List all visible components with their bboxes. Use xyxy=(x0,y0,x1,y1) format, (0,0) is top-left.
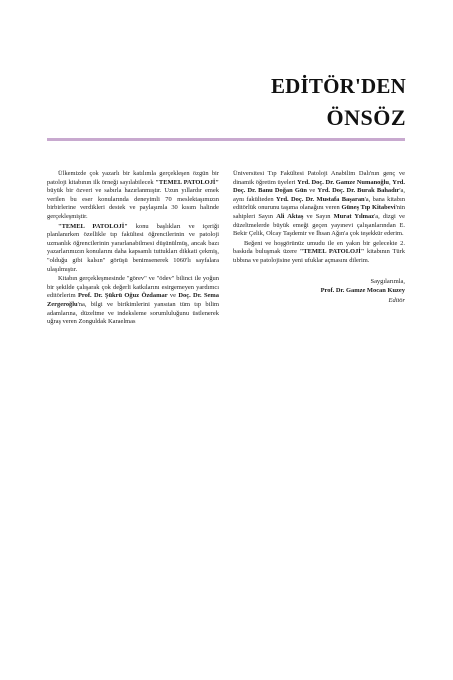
signature-role: Editör xyxy=(388,296,405,304)
text-run: 'nin sahipleri Sayın xyxy=(233,204,405,220)
signature-block xyxy=(233,278,405,306)
title-line-1: EDİTÖR'DEN xyxy=(270,74,406,98)
text-run: kitabının Türk tıbbına ve patolojisine yeni ufuklar açmasını dilerim. xyxy=(233,248,405,264)
page-title xyxy=(271,76,406,129)
title-line-2: ÖNSÖZ xyxy=(326,105,406,130)
text-run: büyük bir özveri ve sabırla hazırlanmıştır. Uzun yıllardır emek verilen bu eser konularında deneyimli 70 meslektaşımızın birbirlerine verdikleri destek ve paylaşımla 30 kısım halinde gerçekleşmiştir. xyxy=(47,187,219,220)
paragraph-thanks-continued xyxy=(233,170,405,239)
text-run: Üniversitesi Tıp Fakültesi Patoloji Anabilim Dalı'nın genç ve dinamik öğretim üyeleri xyxy=(233,170,405,186)
text-run: Ülkemizde çok yazarlı bir katılımla gerçekleşen özgün bir patoloji kitabının ilk örneği sayılabilecek xyxy=(47,170,219,186)
person-name: Murat Yılmaz xyxy=(333,212,375,220)
left-column xyxy=(47,170,219,328)
right-column xyxy=(233,170,405,306)
title-underline-rule xyxy=(47,138,405,141)
text-run: ve Sayın xyxy=(303,212,334,220)
closing-salutation: Saygılarımla, xyxy=(370,277,405,285)
paragraph-thanks xyxy=(47,275,219,327)
text-run: konu başlıkları ve içeriği planlanırken özellikle tıp fakültesi öğrencilerinin ve patoloji uzmanlık öğrencilerinin yararlanabilmesi düşünülmüş, ancak bazı yazarlarımızın konularını daha kapsamlı tuttukları dikkati çekmiş, "olduğu gibi kalsın" görüşü benimsenerek 1060'lı sayfalara ulaşılmıştır. xyxy=(47,222,219,273)
signature-name xyxy=(233,287,405,296)
text-run: Kitabın gerçekleşmesinde "görev" ve "ödev" bilinci ile yoğun bir şekilde çalışarak çok değerli katkılarını esirgemeyen yardımcı editörlerim xyxy=(47,275,219,300)
person-name: Yrd. Doç. Dr. Gamze Numanoğlu xyxy=(297,178,389,186)
text-run: ve xyxy=(307,187,318,195)
text-run: , xyxy=(388,178,393,186)
text-run: 'a, aynı fakülteden xyxy=(233,187,405,203)
text-run: Beğeni ve hoşgörünüz umudu ile en yakın bir gelecekte 2. baskıda buluşmak üzere xyxy=(233,239,405,256)
book-title: "TEMEL PATOLOJİ" xyxy=(58,222,128,230)
text-run: 'a, bana kitabın editörlük onurunu taşıma olanağını veren xyxy=(233,195,405,212)
book-title: "TEMEL PATOLOJİ" xyxy=(155,178,219,186)
text-run: 'na, bilgi ve birikimlerini yansıtan tüm tıp bilim adamlarına, düzeltme ve indeksleme sorumluluğunu üstlenerek uğraş veren Zonguldak Karaelmas xyxy=(47,300,219,326)
person-name: Yrd. Doç. Dr. Burak Bahadır xyxy=(317,187,400,195)
text-run: 'a, dizgi ve düzeltmelerde büyük emeği geçen yayınevi çalışanlarından E. Bekir Çelik, Olcay Taşdemir ve İhsan Ağın'a çok teşekkür ederim. xyxy=(233,212,405,238)
book-title: "TEMEL PATOLOJİ" xyxy=(299,248,365,256)
person-name: Ali Aktaş xyxy=(276,212,304,220)
paragraph-intro xyxy=(47,170,219,222)
paragraph-scope xyxy=(47,223,219,275)
signature-text: Prof. Dr. Gamze Mocan Kuzey xyxy=(320,287,405,295)
publisher-name: Güneş Tıp Kitabevi xyxy=(341,204,396,212)
text-run: ve xyxy=(167,292,179,300)
person-name: Prof. Dr. Şükrü Oğuz Özdamar xyxy=(77,292,168,300)
person-name: Yrd. Doç. Dr. Banu Doğan Gün xyxy=(233,178,405,195)
person-name: Doç. Dr. Sema Zergeroğlu xyxy=(47,292,219,308)
paragraph-closing-wish xyxy=(233,240,405,266)
person-name: Yrd. Doç. Dr. Mustafa Başaran xyxy=(275,195,365,203)
